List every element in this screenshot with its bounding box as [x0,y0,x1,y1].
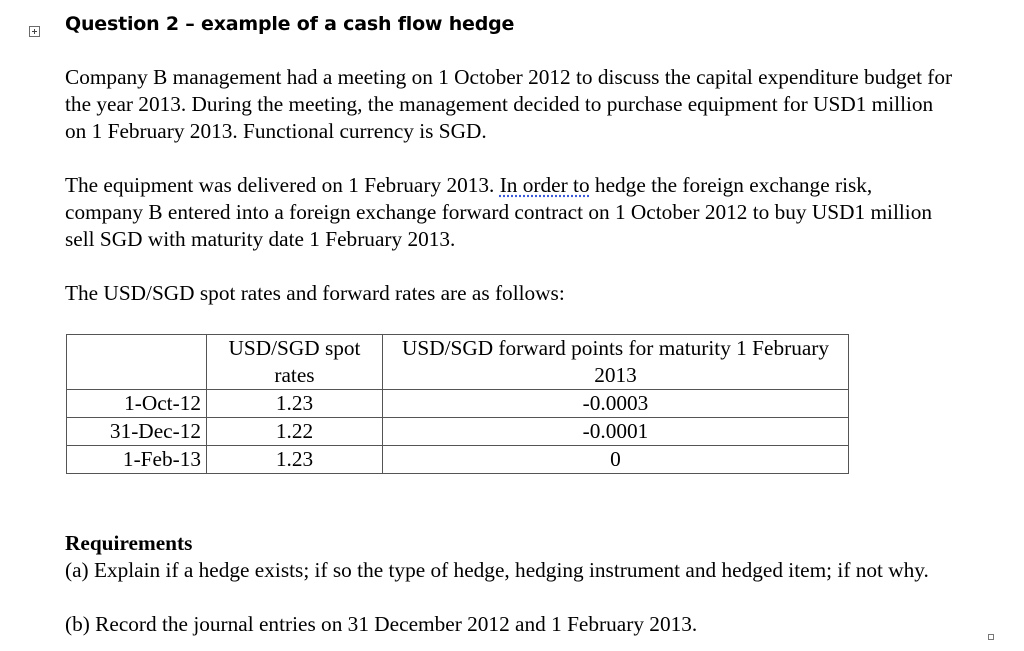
paragraph-hedge-text-1: The equipment was delivered on 1 February 2013. [65,173,500,197]
rates-table [66,334,849,474]
end-marker-icon [988,634,994,640]
row-spot-rate: 1.23 [207,390,383,418]
table-row [67,390,849,418]
row-spot-rate: 1.22 [207,418,383,446]
in-order-to-link[interactable]: In order to [499,173,590,197]
paragraph-rates-intro: The USD/SGD spot rates and forward rates are as follows: [65,281,565,305]
paragraph-hedge-contract [65,172,955,253]
row-spot-rate: 1.23 [207,446,383,474]
row-forward-points: -0.0001 [383,418,849,446]
row-forward-points: -0.0003 [383,390,849,418]
table-header-row [67,335,849,390]
table-row [67,418,849,446]
requirement-b: (b) Record the journal entries on 31 December 2012 and 1 February 2013. [65,612,698,636]
paragraph-hedge-text-2: hedge the foreign exchange risk, company B entered into a foreign exchange forward contract on 1 October 2012 to buy USD1 million sell SGD with maturity date 1 February 2013. [65,173,933,251]
requirements-heading: Requirements [65,531,193,555]
header-forward-points: USD/SGD forward points for maturity 1 February 2013 [383,335,849,390]
row-date: 1-Feb-13 [67,446,207,474]
header-spot-rates: USD/SGD spot rates [207,335,383,390]
header-date [67,335,207,390]
question-title: Question 2 – example of a cash flow hedge [65,13,515,35]
requirement-a: (a) Explain if a hedge exists; if so the type of hedge, hedging instrument and hedged item; if not why. [65,558,929,582]
expand-icon[interactable] [29,26,40,37]
table-row [67,446,849,474]
row-date: 1-Oct-12 [67,390,207,418]
row-date: 31-Dec-12 [67,418,207,446]
row-forward-points: 0 [383,446,849,474]
paragraph-meeting: Company B management had a meeting on 1 October 2012 to discuss the capital expenditure budget for the year 2013. During the meeting, the management decided to purchase equipment for USD1 million on 1 February 2013. Functional currency is SGD. [65,65,953,143]
